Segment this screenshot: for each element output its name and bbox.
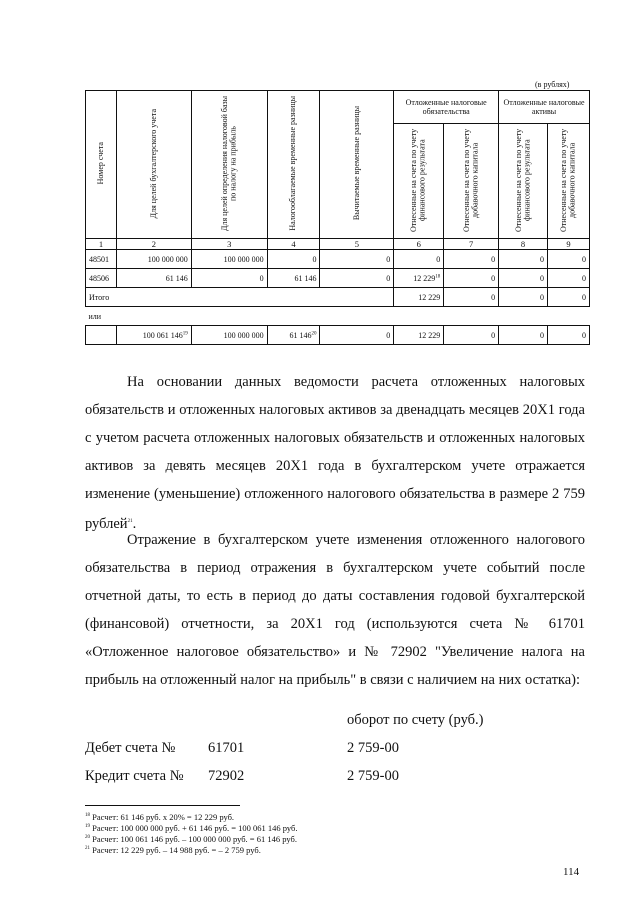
header-deferred-assets: Отложенные налоговые активы bbox=[499, 91, 590, 124]
header-liab-fin-result: Отнесенные на счета по учету финансового результата bbox=[394, 124, 444, 239]
alt-total-row: 100 061 $146^{19}$ 100 000 000 61 $146^{20}$ 0 12 229 0 0 0 bbox=[86, 326, 590, 345]
page-number: 114 bbox=[563, 866, 580, 878]
header-accounting: Для целей бухгалтерского учета bbox=[116, 91, 191, 239]
credit-account: 72902 bbox=[208, 768, 245, 784]
deferred-tax-table bbox=[85, 90, 590, 345]
footnote-19: $^{19}$ Расчет: 100 000 000 руб. + 61 146 руб. = 100 061 146 руб. bbox=[85, 822, 298, 833]
total-row: Итого 12 229 0 0 0 bbox=[86, 288, 590, 307]
paragraph-deferred-change: На основании данных ведомости расчета отложенных налоговых обязательств и отложенных налоговых активов за двенадцать месяцев 20Х1 года с учетом расчета отложенных налоговых обязательств и отложенных налоговых активов за девять месяцев 20Х1 года в бухгалтерском учете отражается изменение (уменьшение) отложенного налогового обязательства в размере 2 759 рублей$^{21}$. bbox=[85, 374, 585, 532]
paragraph-accounting-entry: Отражение в бухгалтерском учете изменения отложенного налогового обязательства в период отражения в бухгалтерском учете событий после отчетной даты, то есть в период до даты составления годовой бухгалтерской (финансовой) отчетности, за 20Х1 год (используются счета № 61701 «Отложенное налоговое обязательство» и № 72902 "Увеличение налога на прибыль на отложенный налог на прибыль" в связи с наличием на них остатка): bbox=[85, 532, 585, 688]
header-assets-add-capital: Отнесенные на счета по учету добавочного капитала bbox=[548, 124, 590, 239]
column-number-row: 1 2 3 4 5 6 7 8 9 bbox=[86, 239, 590, 250]
footnote-divider bbox=[85, 805, 240, 806]
debit-amount: 2 759-00 bbox=[347, 740, 399, 756]
credit-label: Кредит счета № bbox=[85, 768, 184, 784]
header-assets-fin-result: Отнесенные на счета по учету финансового результата bbox=[499, 124, 548, 239]
header-tax-base: Для целей определения налоговой базы по налогу на прибыль bbox=[191, 91, 267, 239]
footnote-21: $^{21}$ Расчет: 12 229 руб. – 14 988 руб. = – 2 759 руб. bbox=[85, 844, 261, 855]
footnote-20: $^{20}$ Расчет: 100 061 146 руб. – 100 000 000 руб. = 61 146 руб. bbox=[85, 833, 297, 844]
or-row: или bbox=[86, 307, 590, 326]
table-row: 48506 61 146 0 61 146 0 12 $229^{18}$ 0 0 0 bbox=[86, 269, 590, 288]
credit-amount: 2 759-00 bbox=[347, 768, 399, 784]
header-account-no: Номер счета bbox=[86, 91, 117, 239]
debit-label: Дебет счета № bbox=[85, 740, 176, 756]
debit-account: 61701 bbox=[208, 740, 245, 756]
header-liab-add-capital: Отнесенные на счета по учету добавочного капитала bbox=[444, 124, 499, 239]
footnote-18: $^{18}$ Расчет: 61 146 руб. x 20% = 12 229 руб. bbox=[85, 811, 235, 822]
header-taxable-diff: Налогооблагаемые временные разницы bbox=[267, 91, 320, 239]
header-deductible-diff: Вычитаемые временные разницы bbox=[320, 91, 394, 239]
turnover-header: оборот по счету (руб.) bbox=[347, 712, 484, 728]
header-deferred-liabilities: Отложенные налоговые обязательства bbox=[394, 91, 499, 124]
units-note: (в рублях) bbox=[535, 80, 570, 89]
table-row: 48501 100 000 000 100 000 000 0 0 0 0 0 0 bbox=[86, 250, 590, 269]
